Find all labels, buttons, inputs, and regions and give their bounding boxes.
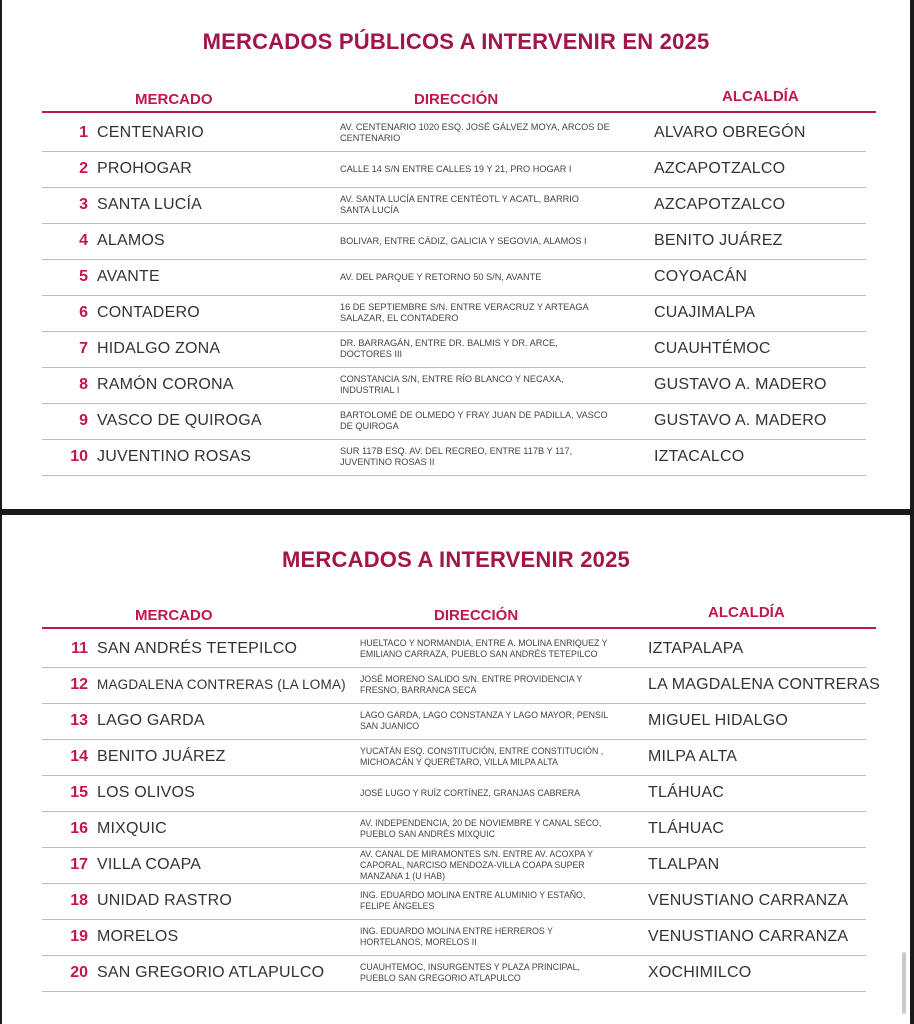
- table-row: [42, 811, 866, 848]
- mercado-name: LAGO GARDA: [97, 712, 205, 729]
- table-row: [42, 667, 881, 704]
- alcaldia-name: MILPA ALTA: [648, 748, 738, 765]
- row-number: 14: [70, 748, 88, 765]
- alcaldia-name: GUSTAVO A. MADERO: [654, 376, 827, 393]
- row-number: 8: [79, 376, 88, 393]
- direccion-value: AV. INDEPENDENCIA, 20 DE NOVIEMBRE Y CANAL SECO, PUEBLO SAN ANDRÉS MIXQUIC: [360, 818, 602, 839]
- mercado-name: AVANTE: [97, 268, 160, 285]
- alcaldia-name: MIGUEL HIDALGO: [648, 712, 789, 729]
- table-row: [42, 955, 866, 992]
- direccion-text: [360, 919, 610, 955]
- alcaldia-name: COYOACÁN: [654, 268, 748, 285]
- direccion-text: [360, 955, 610, 991]
- table-row: [42, 367, 866, 404]
- alcaldia-name: CUAUHTÉMOC: [654, 340, 771, 357]
- direccion-text: [360, 631, 610, 667]
- table-panel-2: [2, 515, 910, 1024]
- table-row: [42, 331, 866, 368]
- table-row: [42, 439, 866, 476]
- table-row: [42, 187, 866, 224]
- table-row: [42, 115, 866, 152]
- mercado-name: RAMÓN CORONA: [97, 376, 234, 393]
- row-number: 19: [70, 928, 88, 945]
- table-row: [42, 151, 866, 188]
- direccion-text: [340, 151, 610, 187]
- direccion-value: AV. CANAL DE MIRAMONTES S/N. ENTRE AV. ACOXPA Y CAPORAL, NARCISO MENDOZA-VILLA COAPA SUPER MANZANA 1 (U HAB): [360, 848, 593, 881]
- direccion-value: JOSÉ LUGO Y RUÍZ CORTÍNEZ, GRANJAS CABRERA: [360, 787, 580, 798]
- table-row: [42, 883, 866, 920]
- row-number: 17: [70, 856, 88, 873]
- alcaldia-name: IZTACALCO: [654, 448, 745, 465]
- alcaldia-name: XOCHIMILCO: [648, 964, 752, 981]
- direccion-text: [340, 367, 610, 403]
- table-row: [42, 259, 866, 296]
- direccion-value: SUR 117B ESQ. AV. DEL RECREO, ENTRE 117B Y 117, JUVENTINO ROSAS II: [340, 446, 573, 467]
- header-alcaldia: ALCALDÍA: [722, 88, 799, 105]
- alcaldia-name: CUAJIMALPA: [654, 304, 756, 321]
- row-number: 11: [71, 640, 88, 657]
- mercado-name: CONTADERO: [97, 304, 200, 321]
- row-number: 1: [79, 124, 88, 141]
- mercado-name: MAGDALENA CONTRERAS (LA LOMA): [97, 677, 346, 692]
- table-row: [42, 775, 866, 812]
- direccion-text: [340, 295, 610, 331]
- alcaldia-name: VENUSTIANO CARRANZA: [648, 892, 849, 909]
- row-number: 7: [79, 340, 88, 357]
- table-row: [42, 703, 866, 740]
- header-divider: [42, 627, 876, 629]
- direccion-text: [360, 703, 610, 739]
- direccion-value: CONSTANCIA S/N, ENTRE RÍO BLANCO Y NECAXA, INDUSTRIAL I: [340, 374, 564, 395]
- direccion-value: AV. CENTENARIO 1020 ESQ. JOSÉ GÁLVEZ MOYA, ARCOS DE CENTENARIO: [340, 122, 610, 143]
- row-number: 3: [79, 196, 88, 213]
- direccion-value: DR. BARRAGÁN, ENTRE DR. BALMIS Y DR. ARCE, DOCTORES III: [340, 338, 558, 359]
- alcaldia-name: IZTAPALAPA: [648, 640, 744, 657]
- mercado-name: MORELOS: [97, 928, 179, 945]
- direccion-text: [360, 667, 610, 703]
- alcaldia-name: VENUSTIANO CARRANZA: [648, 928, 849, 945]
- alcaldia-name: ALVARO OBREGÓN: [654, 124, 806, 141]
- direccion-value: JOSÉ MORENO SALIDO S/N. ENTRE PROVIDENCIA Y FRESNO, BARRANCA SECA: [360, 674, 583, 695]
- header-direccion: DIRECCIÓN: [414, 91, 499, 108]
- row-number: 20: [70, 964, 88, 981]
- alcaldia-name: TLALPAN: [648, 856, 720, 873]
- alcaldia-name: AZCAPOTZALCO: [654, 160, 786, 177]
- alcaldia-name: TLÁHUAC: [648, 784, 725, 801]
- row-number: 5: [79, 268, 88, 285]
- row-number: 16: [70, 820, 88, 837]
- header-divider: [42, 111, 876, 113]
- row-number: 4: [79, 232, 88, 249]
- mercado-name: SAN GREGORIO ATLAPULCO: [97, 964, 325, 981]
- direccion-text: [360, 883, 610, 919]
- row-number: 15: [70, 784, 88, 801]
- alcaldia-name: AZCAPOTZALCO: [654, 196, 786, 213]
- direccion-text: [340, 223, 610, 259]
- mercado-name: LOS OLIVOS: [97, 784, 196, 801]
- mercado-name: SAN ANDRÉS TETEPILCO: [97, 640, 298, 657]
- row-number: 18: [70, 892, 88, 909]
- alcaldia-name: BENITO JUÁREZ: [654, 232, 783, 249]
- direccion-value: 16 DE SEPTIEMBRE S/N. ENTRE VERACRUZ Y ARTEAGA SALAZAR, EL CONTADERO: [340, 302, 589, 323]
- header-mercado: MERCADO: [135, 91, 213, 108]
- row-number: 6: [79, 304, 88, 321]
- table-row: [42, 631, 866, 668]
- direccion-text: [360, 775, 610, 811]
- table-row: [42, 919, 866, 956]
- header-direccion: DIRECCIÓN: [434, 607, 519, 624]
- mercado-name: VASCO DE QUIROGA: [97, 412, 262, 429]
- direccion-text: [340, 331, 610, 367]
- row-number: 10: [70, 448, 88, 465]
- table-row: [42, 847, 866, 884]
- direccion-value: HUELTACO Y NORMANDIA, ENTRE A. MOLINA ENRIQUEZ Y EMILIANO CARRAZA, PUEBLO SAN ANDRÉS TETEPILCO: [360, 638, 608, 659]
- alcaldia-name: TLÁHUAC: [648, 820, 725, 837]
- direccion-value: YUCATÁN ESQ. CONSTITUCIÓN, ENTRE CONSTITUCIÓN , MICHOACÁN Y QUERÉTARO, VILLA MILPA ALTA: [360, 746, 604, 767]
- row-number: 13: [70, 712, 88, 729]
- mercado-name: UNIDAD RASTRO: [97, 892, 233, 909]
- direccion-text: [340, 403, 610, 439]
- table-row: [42, 223, 866, 260]
- table-1-title: MERCADOS PÚBLICOS A INTERVENIR EN 2025: [202, 29, 710, 54]
- table-row: [42, 739, 866, 776]
- direccion-text: [360, 739, 610, 775]
- table-row: [42, 403, 866, 440]
- mercado-name: ALAMOS: [97, 232, 165, 249]
- direccion-value: BARTOLOMÉ DE OLMEDO Y FRAY JUAN DE PADILLA, VASCO DE QUIROGA: [340, 410, 608, 431]
- mercado-name: SANTA LUCÍA: [97, 196, 203, 213]
- direccion-value: LAGO GARDA, LAGO CONSTANZA Y LAGO MAYOR, PENSIL SAN JUANICO: [360, 710, 608, 731]
- header-alcaldia: ALCALDÍA: [708, 604, 785, 621]
- direccion-value: BOLIVAR, ENTRE CÁDIZ, GALICIA Y SEGOVIA, ALAMOS I: [340, 235, 587, 246]
- mercado-name: BENITO JUÁREZ: [97, 748, 226, 765]
- alcaldia-name: LA MAGDALENA CONTRERAS: [648, 676, 881, 693]
- row-number: 2: [79, 160, 88, 177]
- direccion-value: CALLE 14 S/N ENTRE CALLES 19 Y 21, PRO HOGAR I: [340, 163, 572, 174]
- table-2-title: MERCADOS A INTERVENIR 2025: [282, 547, 630, 572]
- table-panel-1: [2, 0, 910, 509]
- table-row: [42, 295, 866, 332]
- direccion-value: ING. EDUARDO MOLINA ENTRE HERREROS Y HORTELANOS, MORELOS II: [360, 926, 553, 947]
- mercado-name: HIDALGO ZONA: [97, 340, 221, 357]
- direccion-value: ING. EDUARDO MOLINA ENTRE ALUMINIO Y ESTAÑO, FELIPE ÁNGELES: [360, 890, 586, 911]
- alcaldia-name: GUSTAVO A. MADERO: [654, 412, 827, 429]
- direccion-value: CUAUHTEMOC, INSURGENTES Y PLAZA PRINCIPAL, PUEBLO SAN GREGORIO ATLAPULCO: [360, 962, 580, 983]
- mercado-name: MIXQUIC: [97, 820, 167, 837]
- scrollbar[interactable]: [902, 952, 906, 1014]
- direccion-value: AV. DEL PARQUE Y RETORNO 50 S/N, AVANTE: [340, 271, 542, 282]
- direccion-value: AV. SANTA LUCÍA ENTRE CENTÉOTL Y ACATL, BARRIO SANTA LUCÍA: [340, 194, 579, 215]
- direccion-text: [360, 811, 610, 847]
- header-mercado: MERCADO: [135, 607, 213, 624]
- direccion-text: [340, 187, 610, 223]
- direccion-text: [340, 439, 610, 475]
- direccion-text: [340, 115, 610, 151]
- direccion-text: [340, 259, 610, 295]
- mercado-name: CENTENARIO: [97, 124, 204, 141]
- mercado-name: PROHOGAR: [97, 160, 192, 177]
- row-number: 12: [70, 676, 88, 693]
- mercado-name: JUVENTINO ROSAS: [97, 448, 252, 465]
- row-number: 9: [79, 412, 88, 429]
- mercado-name: VILLA COAPA: [97, 856, 202, 873]
- direccion-text: [360, 847, 610, 883]
